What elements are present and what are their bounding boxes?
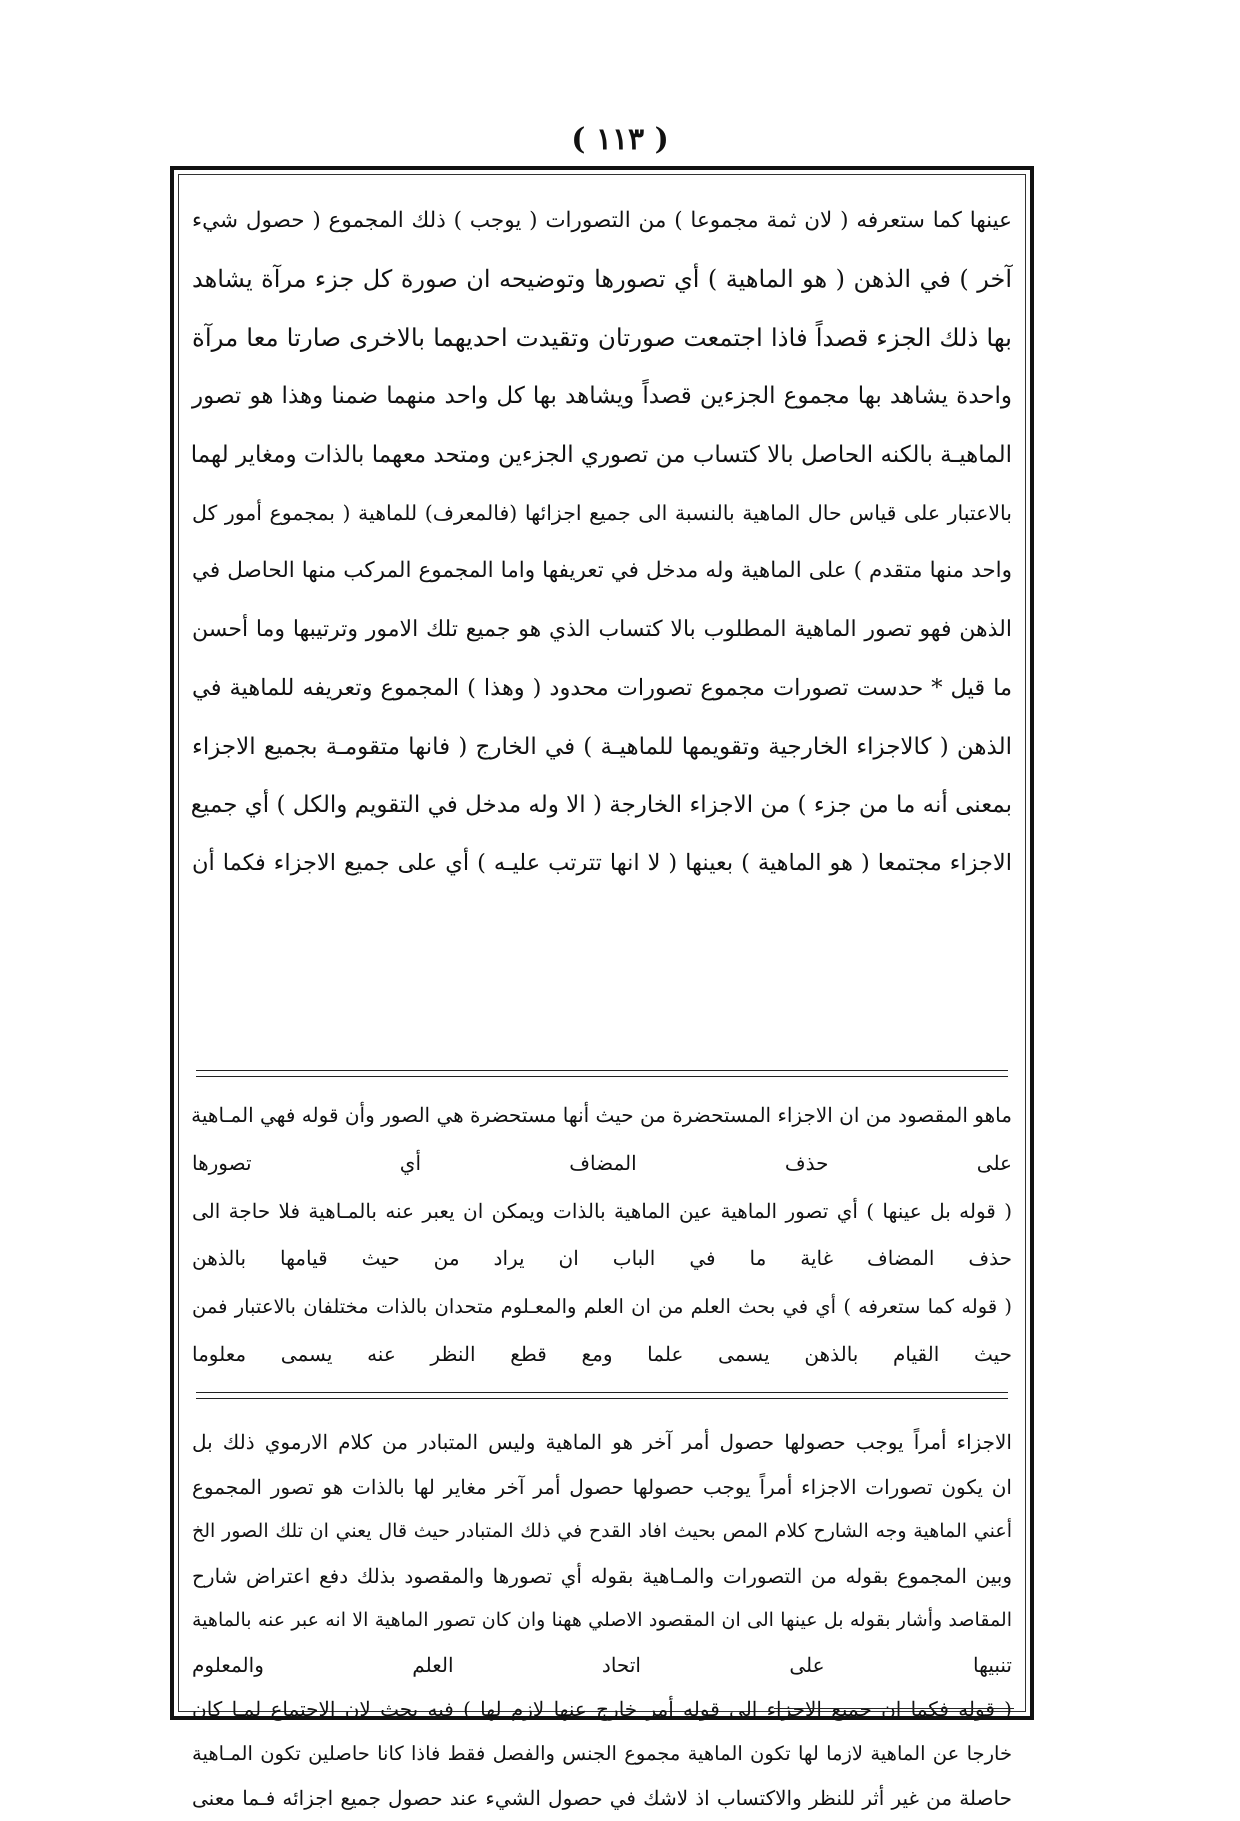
text-line: الذهن فهو تصور الماهية المطلوب بالا كتساب الذي هو جميع تلك الامور وترتيبها وما أحسن (192, 616, 1012, 642)
text-line: أعني الماهية وجه الشارح كلام المص بحيث افاد القدح في ذلك المتبادر حيث قال يعني ان تلك الصور الخ (192, 1520, 1012, 1542)
text-line: الاجزاء مجتمعا ( هو الماهية ) بعينها ( لا انها تترتب عليـه ) أي على جميع الاجزاء فكما أن (192, 850, 1012, 877)
text-line: الذهن ( كالاجزاء الخارجية وتقويمها للماهيـة ) في الخارج ( فانها متقومـة بجميع الاجزاء (192, 733, 1012, 760)
text-line: وبين المجموع بقوله من التصورات والمـاهية بقوله أي تصورها والمقصود بذلك دفع اعتراض شارح (192, 1563, 1012, 1588)
text-line: عينها كما ستعرفه ( لان ثمة مجموعا ) من التصورات ( يوجب ) ذلك المجموع ( حصول شيء (192, 208, 1012, 233)
page-number: ( ١١٣ ) (571, 122, 669, 157)
text-line: على حذف المضاف أي تصورها (192, 1150, 1012, 1175)
separator-rule (196, 1392, 1008, 1393)
text-line: المقاصد وأشار بقوله بل عينها الى ان المقصود الاصلي ههنا وان كان تصور الماهية الا انه عبر عنه بالماهية (192, 1609, 1012, 1631)
text-line: بمعنى أنه ما من جزء ) من الاجزاء الخارجة ( الا وله مدخل في التقويم والكل ) أي جميع (190, 791, 1012, 818)
text-line: بها ذلك الجزء قصداً فاذا اجتمعت صورتان وتقيدت احديهما بالاخرى صارتا معا مرآة (192, 322, 1012, 352)
text-line: تنبيها على اتحاد العلم والمعلوم (192, 1652, 1012, 1677)
text-line: ما قيل * حدست تصورات مجموع تصورات محدود ( وهذا ) المجموع وتعريفه للماهية في (192, 675, 1012, 702)
text-line: بالاعتبار على قياس حال الماهية بالنسبة الى جميع اجزائها (فالمعرف) للماهية ( بمجموع أمور كل (192, 500, 1012, 525)
text-line: ماهو المقصود من ان الاجزاء المستحضرة من حيث أنها مستحضرة هي الصور وأن قوله فهي المـاهية (191, 1103, 1012, 1127)
text-line: الماهيـة بالكنه الحاصل بالا كتساب من تصوري الجزءين ومتحد معهما بالذات ومغاير لهما (190, 441, 1012, 468)
gloss-section (192, 1420, 1012, 1821)
text-line: الاجزاء أمراً يوجب حصولها حصول أمر آخر هو الماهية وليس المتبادر من كلام الارموي ذلك بل (192, 1430, 1012, 1454)
text-line: واحدة يشاهد بها مجموع الجزءين قصداً ويشاهد بها كل واحد منهما ضمنا وهذا هو تصور (192, 383, 1012, 410)
text-line: ( قوله بل عينها ) أي تصور الماهية عين الماهية بالذات ويمكن ان يعبر عنه بالمـاهية فلا حاجة الى (192, 1198, 1012, 1223)
text-line: واحد منها متقدم ) على الماهية وله مدخل في تعريفها واما المجموع المركب منها الحاصل في (192, 558, 1012, 584)
separator-rule (196, 1070, 1008, 1071)
gloss-section (192, 1092, 1012, 1379)
text-line: ( قوله كما ستعرفه ) أي في بحث العلم من ان العلم والمعـلوم متحدان بالذات مختلفان بالاعتبار فمن (192, 1295, 1012, 1319)
main-text (192, 192, 1012, 893)
text-line: حيث القيام بالذهن يسمى علما ومع قطع النظر عنه يسمى معلوما (192, 1341, 1012, 1366)
end-rule (774, 1708, 1014, 1709)
text-line: حذف المضاف غاية ما في الباب ان يراد من حيث قيامها بالذهن (192, 1246, 1012, 1271)
text-line: ( قوله فكما ان جميع الاجزاء الى قوله أمر خارج عنها لازم لها ) فيه بحث لان الاجتماع لمـا كان (192, 1697, 1012, 1721)
text-line: ان يكون تصورات الاجزاء أمراً يوجب حصولها حصول أمر آخر مغاير لها بالذات هو تصور المجموع (192, 1474, 1012, 1499)
text-line: خارجا عن الماهية لازما لها تكون الماهية مجموع الجنس والفصل فقط فاذا كانا حاصلين تكون المـاهية (192, 1741, 1012, 1765)
text-line: حاصلة من غير أثر للنظر والاكتساب اذ لاشك في حصول الشيء عند حصول جميع اجزائه فـما معنى (192, 1786, 1012, 1810)
page-frame (170, 166, 1034, 1810)
text-line: آخر ) في الذهن ( هو الماهية ) أي تصورها وتوضيحه ان صورة كل جزء مرآة يشاهد (192, 265, 1012, 294)
separator-rule (196, 1398, 1008, 1399)
separator-rule (196, 1076, 1008, 1077)
